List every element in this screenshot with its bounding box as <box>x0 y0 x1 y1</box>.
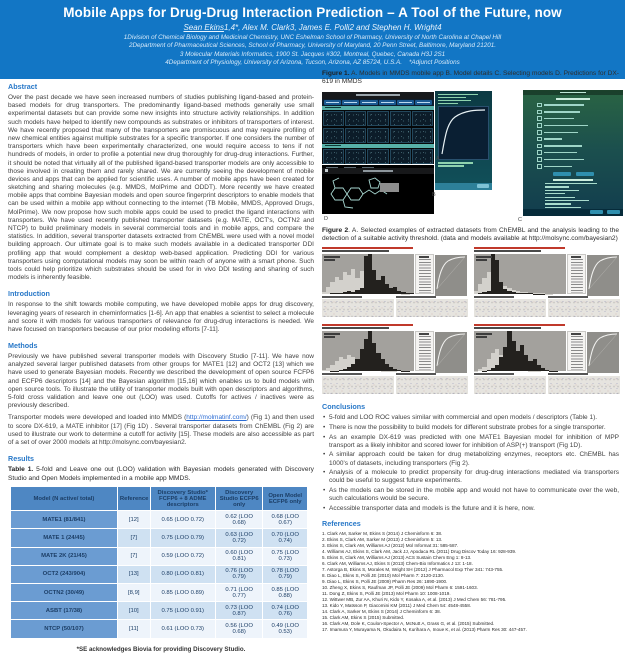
footer-button <box>477 184 489 188</box>
dataset-subtitle-line <box>322 250 389 252</box>
inactive-molecules-strip <box>548 296 620 317</box>
table-row <box>11 547 308 565</box>
checklist-row <box>537 157 623 162</box>
bayesian-models-heading-line <box>553 179 593 181</box>
table-row <box>11 565 308 583</box>
molecules-texture <box>322 299 394 317</box>
list-label-line <box>545 183 597 184</box>
abstract-body: Over the past decade we have seen increased numbers of studies publishing ligand-based and protein-based models for drug transporters. The predominantly ligand-based methods generally use small experimental datasets but can provide some new insights into structure activity relationships. In addition such models have helped to identify new compounds as substrates or inhibitors of transporters of interest. We have recently proposed that many of the transporters are promiscuous and may require profiling of new chemical entities against multiple substrates for a specific transporter. If one considers the number of transporters which have been experimentally characterized, one would require access to tens if not hundreds of models, in order to profile a potential new drug thoroughly for drug-drug interactions. Further, it should be noted that virtually all of the published ligand-based transporter models are only accessible to those involved in creating them and rarely shared. We are currently seeing the development of mobile devices and apps that can be applied for scientific uses. A number of mobile apps have been created for sketching and sharing molecules (e.g. MMDS, MolPrime and ODDT). More recently we have created mobile apps that combine Bayesian models and open source fingerprint descriptors to enable models that can be used within a mobile app without connecting to the internet (TB Mobile, MMDS, Approved Drugs, MolPrime). We now propose how such mobile apps could be used to predict the ligand interactions with transporters. We have used recently published transporter datasets (e.g. MATE, OCT's, OCTN2 and NTCP) to build preliminary models in several commercial tools and in mobile apps, and compare the statistics. In addition, several transporter datasets extracted from ChEMBL were used with a novel model building approach. Our ultimate goal is to make such models available in a dedicated transporter DDI profiling app that would complement a desktop web-based application. Predicting DDI for various transporters using computational models may soon be within reach of anyone with a smart phone. Such tools could help prioritize which substrates should be used for in vivo DDI testing and sharing of such models is inherently feasible. <box>8 94 314 282</box>
example-molecules-row <box>474 373 620 394</box>
reference-item: 2. Ekins S, Clark AM, Sarker M (2013) J Cheminform 5: 13. <box>322 537 443 543</box>
threshold-list <box>567 254 586 294</box>
inactive-molecules-strip <box>396 373 468 394</box>
table-row <box>11 511 308 529</box>
cell-ds-ecfp6: 0.71 (LOO 0.77) <box>215 583 263 601</box>
cell-open-ecfp6: 0.75 (LOO 0.73) <box>263 547 308 565</box>
col-header-reference: Reference <box>117 487 150 511</box>
figure1-panel-b-model-details-screenshot <box>435 91 492 190</box>
properties-heading-line <box>556 98 590 100</box>
cell-model: ASBT (17/38) <box>11 602 118 620</box>
molecule-thumb <box>323 111 344 126</box>
list-label-line <box>545 200 589 201</box>
checklist-label-line <box>544 159 584 160</box>
reference-item: 16. Clark AM, Dole K, Coulon-Spector A, McNutt A, Grass G, et al. (2015) Submitted. <box>322 620 495 626</box>
checklist-row <box>537 103 623 108</box>
example-molecules-row <box>322 296 468 317</box>
app-tab-strip <box>322 99 434 106</box>
example-molecules-row <box>474 296 620 317</box>
reference-item: 5. Ekins S, Clark AM, Williams AJ (2013) ACS Sustain Chem Eng 1: 8-13. <box>322 555 472 561</box>
checkbox-icon <box>537 103 542 108</box>
figure2-caption <box>322 227 619 244</box>
cell-ds-fcfp6: 0.59 (LOO 0.72) <box>150 547 215 565</box>
right-column <box>322 70 619 633</box>
molecule-thumb <box>323 149 344 164</box>
activity-histogram <box>322 331 414 371</box>
tab-chip <box>415 100 432 105</box>
authors-line <box>0 23 625 32</box>
cell-ds-fcfp6: 0.65 (LOO 0.72) <box>150 511 215 529</box>
cell-model: MATE 1 (24/45) <box>11 529 118 547</box>
col-header-ds-ecfp6: Discovery Studio ECFP6 only <box>215 487 263 511</box>
affiliation-4: 4Department of Physiology, University of Arizona, Tucson, Arizona, AZ 85724, U.S.A. *Adjunct Positions <box>165 59 460 66</box>
strip-header-line <box>396 373 436 375</box>
methods-p2-pre: Transporter models were developed and loaded into MMDS ( <box>8 414 187 422</box>
affiliation-1: 1Division of Chemical Biology and Medicinal Chemistry, UNC Eshelman School of Pharmacy, University of North Carolina at Chapel Hill <box>123 33 502 41</box>
strip-header-line <box>474 296 514 298</box>
select-clear-buttons <box>523 172 623 177</box>
clear-all-button <box>576 172 594 177</box>
cell-open-ecfp6: 0.85 (LOO 0.88) <box>263 583 308 601</box>
panel-letter-c: C <box>518 216 522 223</box>
checkbox-icon <box>537 144 542 149</box>
figure2-caption-bold: Figure 2 <box>322 226 349 234</box>
panel-letter-d: D <box>324 215 328 222</box>
abstract-heading: Abstract <box>8 82 38 91</box>
roc-thumbnail <box>435 255 467 296</box>
molecule-thumb <box>390 128 411 143</box>
tab-chip <box>379 100 396 105</box>
cell-ds-fcfp6: 0.75 (LOO 0.91) <box>150 602 215 620</box>
molecule-grid-row <box>322 148 434 165</box>
table-header-row <box>11 487 308 511</box>
titlebar-text-line <box>356 94 400 96</box>
molecule-grid-row <box>322 110 434 127</box>
inactive-molecules-strip <box>548 373 620 394</box>
reference-item: 17. Imamura Y, Murayama N, Okudaira N, Kurihara A, Inoue K, et al. (2013) Pharm Res 30: 447-457. <box>322 626 527 632</box>
cell-model: MATE 2K (21/45) <box>11 547 118 565</box>
strip-header-line <box>322 296 362 298</box>
molecule-thumb <box>367 128 388 143</box>
checklist-row <box>537 116 623 121</box>
checkbox-icon <box>537 150 542 155</box>
reference-item: 15. Clark AM, Ekins S (2015) Submitted. <box>322 614 405 620</box>
reference-item: 9. Diao L, Ekins S, Polli JE (2009) Pharm Res 26: 1890-1900. <box>322 578 448 584</box>
table-footnote: *SE acknowledges Biovia for providing Discovery Studio. <box>76 645 246 653</box>
strip-header-line <box>548 373 588 375</box>
conclusion-bullet: • As an example DX-619 was predicted with one MATE1 Bayesian model for inhibition of MPP transport as a likely inhibitor and scored lower for inhibition of ASP(+) transport (Fig 1D). <box>322 434 619 450</box>
dataset-subtitle-line <box>322 327 389 329</box>
detail-text-line <box>438 97 466 99</box>
reference-item: 4. Williams AJ, Ekins S, Clark AM, Jack JJ, Apodaca RL (2011) Drug Discov Today 16: 928-939. <box>322 549 517 555</box>
cell-ds-ecfp6: 0.60 (LOO 0.81) <box>215 547 263 565</box>
molecule-thumb <box>412 128 433 143</box>
left-column <box>8 82 314 653</box>
checklist-row <box>537 144 623 149</box>
reference-item: 10. Zheng X, Ekins S, Raufman JP, Polli JE (2009) Mol Pharm 6: 1591-1603. <box>322 584 478 590</box>
table1-caption-bold: Table 1. <box>8 466 34 474</box>
dataset-analysis-row <box>474 331 620 371</box>
activity-histogram <box>474 254 566 294</box>
figure2-caption-text: . A. Selected examples of extracted datasets from ChEMBL and the analysis leading to the detection of a suitable activity threshold. (data and models available at http://molsync.com/bayesian2) <box>322 226 619 243</box>
properties-checklist <box>537 103 623 169</box>
checklist-row <box>537 123 623 128</box>
titlebar-text-line <box>560 92 586 94</box>
dataset-title-line <box>474 247 565 249</box>
checkbox-icon <box>537 123 542 128</box>
cell-model: NTCP (50/107) <box>11 620 118 638</box>
detail-text-line <box>438 103 458 105</box>
cell-reference: [13] <box>117 565 150 583</box>
list-label-line <box>545 203 571 204</box>
figure1-caption-text: A. Models in MMDS mobile app B. Model details C. Selecting models D. Predictions for DX-619 in MMDS <box>322 70 620 86</box>
list-label-line <box>545 190 579 191</box>
checklist-label-line <box>544 145 582 146</box>
conclusions-list <box>322 414 619 513</box>
roc-thumbnail <box>587 332 619 373</box>
cell-open-ecfp6: 0.49 (LOO 0.53) <box>263 620 308 638</box>
cell-reference: [12] <box>117 511 150 529</box>
cell-ds-ecfp6: 0.73 (LOO 0.87) <box>215 602 263 620</box>
roc-thumbnail-wrap <box>435 254 467 294</box>
references-list <box>322 531 619 632</box>
dataset-analysis-row <box>474 254 620 294</box>
molecule-grid-row <box>322 127 434 144</box>
checklist-row <box>537 110 623 115</box>
methods-paragraph-1: Previously we have published several transporter models with Discovery Studio [7-11]. We have now analyzed several larger published datasets from other groups for MATE1 [12] and OCT2 [13] which we have used to generate Bayesian models. Recently we described the development of open source FCFP6 and ECFP6 descriptors [14] and the Bayesian algorithm [15,16] which enables us to build models with open source tools. To illustrate the utility of transporter models built with open descriptors and algorithms, 5-fold cross validation and leave one out (LOO) was used. Cutoffs for actives / inactives were as previously described. <box>8 353 314 410</box>
detail-text-line <box>438 162 473 164</box>
active-molecules-strip <box>474 296 546 317</box>
example-molecules-row <box>322 373 468 394</box>
roc-thumbnail-wrap <box>587 254 619 294</box>
methods-heading: Methods <box>8 341 38 351</box>
figure1-panel-d-prediction-screenshot <box>322 168 434 214</box>
figure2-panel-grid <box>322 247 619 394</box>
cell-ds-fcfp6: 0.85 (LOO 0.89) <box>150 583 215 601</box>
conclusion-bullet: • As the models can be stored in the mobile app and would not have to communicate over the web, such calculations would be secure. <box>322 487 619 503</box>
molecule-thumb <box>390 111 411 126</box>
reference-item: 1. Clark AM, Sarker M, Ekins S (2014) J Cheminform 6: 38. <box>322 531 443 537</box>
cell-model: MATE1 (81/841) <box>11 511 118 529</box>
molecules-texture <box>548 299 620 317</box>
cell-model: OCTN2 (30/49) <box>11 583 118 601</box>
tab-chip <box>342 100 359 105</box>
strip-header-line <box>548 296 588 298</box>
detail-text-line <box>438 165 464 167</box>
detail-text-line <box>438 94 478 96</box>
list-label-line <box>545 186 569 187</box>
dataset-title-line <box>322 247 413 249</box>
conclusion-bullet: • A similar approach could be taken for drug metabolizing enzymes, receptors etc. ChEMBL has 1000's of datasets, including transporters (Fig 2). <box>322 451 619 467</box>
cell-model: OCT2 (243/904) <box>11 565 118 583</box>
panel-letter-a: A <box>436 155 440 162</box>
table-row <box>11 583 308 601</box>
molecule-thumb <box>345 128 366 143</box>
cell-reference: [7] <box>117 529 150 547</box>
cell-ds-ecfp6: 0.76 (LOO 0.79) <box>215 565 263 583</box>
detail-text-line <box>438 100 471 102</box>
figure2-dataset-panel <box>474 247 620 317</box>
cell-ds-fcfp6: 0.61 (LOO 0.73) <box>150 620 215 638</box>
cell-reference: [11] <box>117 620 150 638</box>
checklist-label-line <box>544 132 578 133</box>
figure1-panels <box>322 90 619 223</box>
roc-thumbnail <box>587 255 619 296</box>
app-titlebar <box>322 168 434 174</box>
cell-open-ecfp6: 0.70 (LOO 0.74) <box>263 529 308 547</box>
reference-item: 7. Astorga B, Ekins S, Morales M, Wright SH (2012) J Pharmacol Exp Ther 341: 743-755. <box>322 567 504 572</box>
molecules-texture <box>474 376 546 394</box>
active-molecules-strip <box>322 373 394 394</box>
dataset-subtitle-line <box>474 250 541 252</box>
cell-open-ecfp6: 0.74 (LOO 0.76) <box>263 602 308 620</box>
activity-histogram <box>322 254 414 294</box>
figure1-caption-bold: Figure 1. <box>322 70 350 77</box>
authors-rest: 1,4*, Alex M. Clark3, James E. Polli2 and Stephen H. Wright4 <box>223 23 442 32</box>
checkbox-icon <box>537 110 542 115</box>
section-header-bar <box>322 144 434 148</box>
figure2-dataset-panel <box>474 324 620 394</box>
threshold-list <box>415 331 434 371</box>
affiliation-3: 3 Molecular Materials Informatics, 1900 St. Jacques #302, Montreal, Quebec, Canada H3J 2S1 <box>179 50 446 58</box>
results-heading: Results <box>8 454 34 464</box>
cell-ds-fcfp6: 0.80 (LOO 0.81) <box>150 565 215 583</box>
checkbox-icon <box>537 130 542 135</box>
molecules-texture <box>396 376 468 394</box>
footer-button <box>590 210 603 214</box>
molecule-thumb <box>345 111 366 126</box>
panel-letter-b: B <box>432 191 436 198</box>
tab-chip <box>360 100 377 105</box>
threshold-list <box>567 331 586 371</box>
threshold-list <box>415 254 434 294</box>
cell-ds-ecfp6: 0.62 (LOO 0.68) <box>215 511 263 529</box>
col-header-ds-fcfp6: Discovery Studio* FCFP6 + 8 ADME descriptors <box>150 487 215 511</box>
activity-histogram <box>474 331 566 371</box>
strip-header-line <box>396 296 436 298</box>
cell-reference: [7] <box>117 547 150 565</box>
dataset-subtitle-line <box>474 327 541 329</box>
reference-item: 12. Wittwer MB, Zur AA, Khuri N, Kido Y, Kosaka A, et al. (2013) J Med Chem 56: 781-795. <box>322 596 507 602</box>
checkbox-icon <box>537 157 542 162</box>
reference-item: 13. Kido Y, Matsson P, Giacomini KM (2011) J Med Chem 54: 4548-4558. <box>322 602 472 608</box>
list-label-line <box>545 197 575 198</box>
methods-paragraph-2 <box>8 414 314 447</box>
molecule-thumb <box>367 111 388 126</box>
cell-reference: [8,9] <box>117 583 150 601</box>
table-row <box>11 529 308 547</box>
dataset-analysis-row <box>322 331 468 371</box>
col-header-model: Model (N active/ total) <box>11 487 118 511</box>
cell-reference: [10] <box>117 602 150 620</box>
checklist-row <box>537 164 623 169</box>
page-title: Mobile Apps for Drug-Drug Interaction Prediction – A Tool of the Future, now <box>63 5 562 20</box>
checklist-row <box>537 150 623 155</box>
conclusion-bullet: • 5-fold and LOO ROC values similar with commercial and open models / descriptors (Table 1). <box>322 414 619 422</box>
tab-chip <box>324 100 341 105</box>
strip-header-line <box>322 373 362 375</box>
cell-ds-ecfp6: 0.63 (LOO 0.72) <box>215 529 263 547</box>
table-body <box>11 511 308 638</box>
reference-item: 14. Clark A, Sarker M, Ekins S (2014) J Cheminform 6: 38. <box>322 608 441 614</box>
molecules-texture <box>396 299 468 317</box>
references-heading: References <box>322 519 361 529</box>
prediction-score-box <box>380 183 399 192</box>
conclusion-bullet: • Accessible transporter data and models is the future and it is here, now. <box>322 505 619 513</box>
cell-open-ecfp6: 0.68 (LOO 0.67) <box>263 511 308 529</box>
results-table <box>10 486 308 639</box>
bayesian-models-list <box>545 183 623 208</box>
reference-item: 11. Dong Z, Ekins S, Polli JE (2013) Mol Pharm 10: 1008-1019. <box>322 590 451 596</box>
molecule-thumb <box>345 149 366 164</box>
checklist-label-line <box>544 111 580 112</box>
dataset-title-line <box>322 324 413 326</box>
checklist-row <box>537 130 623 135</box>
molecule-structure-drawing <box>325 176 391 210</box>
cell-ds-ecfp6: 0.56 (LOO 0.68) <box>215 620 263 638</box>
figure1-panel-c-model-selection-screenshot <box>523 90 623 216</box>
dataset-analysis-row <box>322 254 468 294</box>
strip-header-line <box>474 373 514 375</box>
checklist-label-line <box>544 118 574 119</box>
conclusions-heading: Conclusions <box>322 402 366 412</box>
tab-chip <box>397 100 414 105</box>
footer-button <box>607 210 620 214</box>
col-header-open-ecfp6: Open Model ECFP6 only <box>263 487 308 511</box>
inactive-molecules-strip <box>396 296 468 317</box>
list-label-line <box>545 207 581 208</box>
molecule-thumb <box>367 149 388 164</box>
figure1-caption <box>322 70 619 87</box>
table1-caption-text: 5-fold and Leave one out (LOO) validation with Bayesian models generated with Discovery Studio and Open Models implemented in a mobile app MMDS. <box>8 466 314 482</box>
author-underlined: Sean Ekins <box>183 23 224 32</box>
checklist-label-line <box>544 138 562 139</box>
affiliation-2: 2Department of Pharmaceutical Sciences, School of Pharmacy, University of Maryland, 20 Penn Street, Baltimore, Maryland 21201. <box>128 42 497 49</box>
app-footer-bar <box>523 209 623 216</box>
active-molecules-strip <box>322 296 394 317</box>
titlebar-text-line <box>363 170 393 172</box>
reference-item: 3. Ekins S, Clark AM, Williams AJ (2012) Mol Informat 31: 585-587. <box>322 543 459 549</box>
checklist-label-line <box>544 166 572 167</box>
roc-thumbnail-wrap <box>587 331 619 371</box>
checklist-row <box>537 137 623 142</box>
molecule-thumb <box>412 111 433 126</box>
checkbox-icon <box>537 116 542 121</box>
figure1-panel-a-models-screenshot <box>322 92 434 164</box>
poster-header <box>0 0 625 79</box>
figure2-dataset-panel <box>322 324 468 394</box>
molecules-texture <box>548 376 620 394</box>
introduction-heading: Introduction <box>8 289 50 299</box>
checkbox-icon <box>537 164 542 169</box>
section-header-bar <box>322 106 434 110</box>
molecule-thumb <box>390 149 411 164</box>
select-all-button <box>553 172 571 177</box>
app-titlebar <box>523 90 623 95</box>
cell-ds-fcfp6: 0.75 (LOO 0.79) <box>150 529 215 547</box>
table-row <box>11 602 308 620</box>
reference-item: 6. Clark AM, Williams AJ, Ekins S (2013) Chem-Bio Informatics J 13: 1-18. <box>322 561 473 567</box>
checklist-label-line <box>544 152 577 153</box>
figure2-dataset-panel <box>322 247 468 317</box>
app-footer-bar <box>435 183 492 190</box>
cell-open-ecfp6: 0.78 (LOO 0.79) <box>263 565 308 583</box>
molecules-texture <box>474 299 546 317</box>
list-label-line <box>545 193 565 194</box>
molecules-texture <box>322 376 394 394</box>
app-titlebar <box>322 92 434 99</box>
roc-curve-plot <box>438 106 489 160</box>
molecule-thumb <box>323 128 344 143</box>
roc-thumbnail <box>435 332 467 373</box>
checklist-label-line <box>544 125 588 126</box>
table-row <box>11 620 308 638</box>
molmatinf-link[interactable]: http://molmatinf.com/ <box>186 414 247 422</box>
methods-p2-post: ) (Fig 1) and then used to score DX-619, a MATE inhibitor [17] (Fig 1D) . Several transporter datasets from ChEMBL (Fig 2) are used to illustrate our work to determine a cutoff for activity [15]. These models are also accessible as part of a set of over 2000 models at http://molsync.com/bayesian2. <box>8 414 314 446</box>
dataset-title-line <box>474 324 565 326</box>
roc-thumbnail-wrap <box>435 331 467 371</box>
checklist-label-line <box>544 104 584 105</box>
introduction-body: In response to the shift towards mobile computing, we have developed mobile apps for drug discovery, leveraging years of research in cheminformatics [1-6]. An app that enables a scientist to select a molecule and score it with models for various transporters of relevance for drug-drug interactions is needed. We have focused on transporters because of our prior modeling efforts [7-11]. <box>8 301 314 333</box>
table1-caption <box>8 466 314 483</box>
molecule-thumb <box>412 149 433 164</box>
active-molecules-strip <box>474 373 546 394</box>
reference-item: 8. Diao L, Ekins S, Polli JE (2010) Mol Pharm 7: 2120-2130. <box>322 572 445 578</box>
checkbox-icon <box>537 137 542 142</box>
conclusion-bullet: • There is now the possibility to build models for different substrate probes for a single transporter. <box>322 424 619 432</box>
conclusion-bullet: • Analysis of a molecule to predict propensity for drug-drug interactions mediated via transporters could be useful to suggest future experiments. <box>322 469 619 485</box>
